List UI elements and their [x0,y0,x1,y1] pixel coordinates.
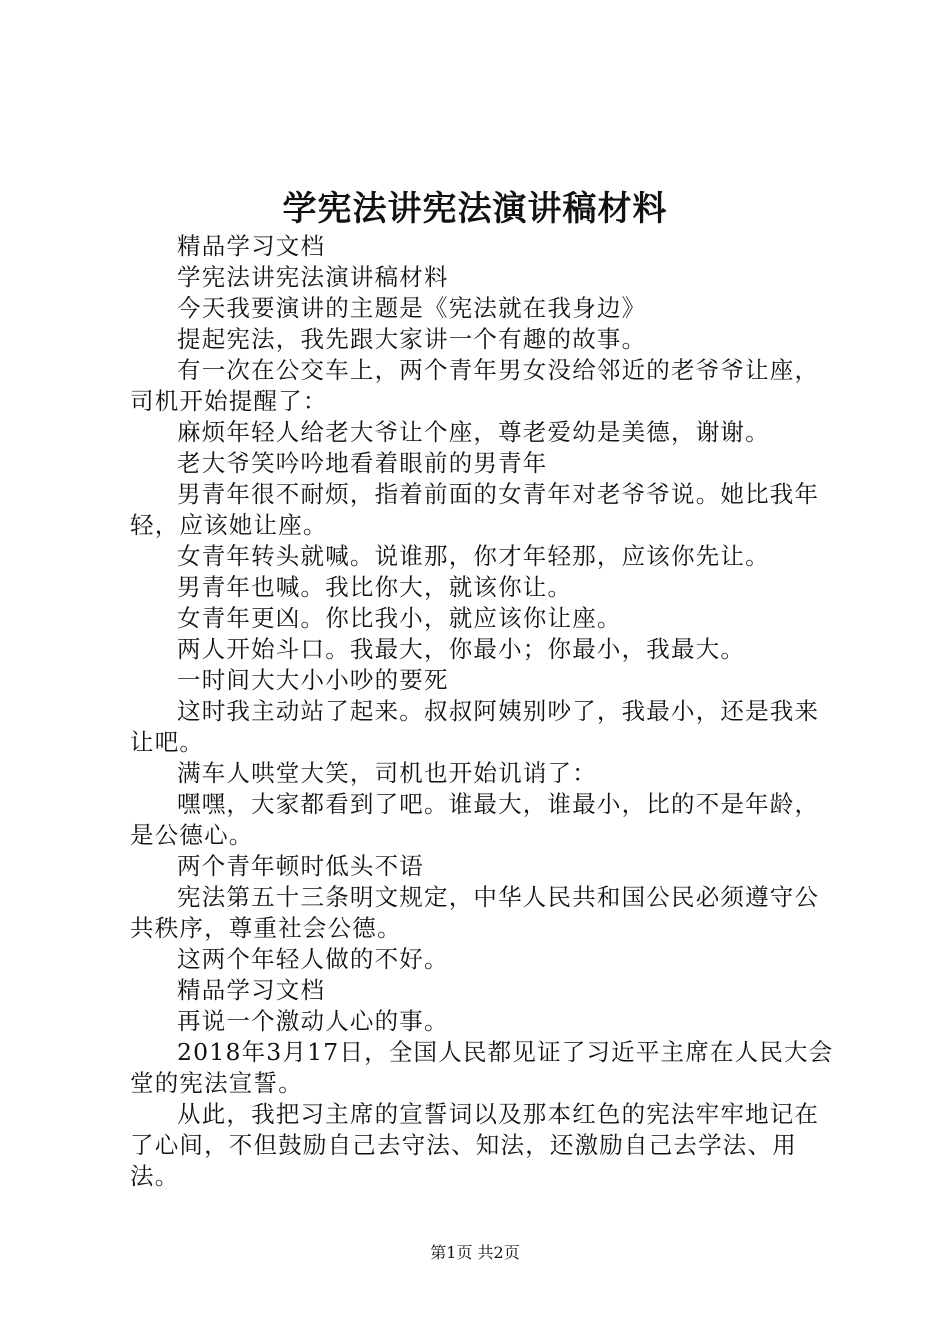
paragraph: 这两个年轻人做的不好。 [177,945,449,973]
paragraph: 一时间大大小小吵的要死 [177,666,449,694]
paragraph: 嘿嘿，大家都看到了吧。谁最大，谁最小，比的不是年龄，是公德心。 [130,790,820,849]
paragraph: 2018年3月17日，全国人民都见证了习近平主席在人民大会堂的宪法宣誓。 [130,1038,834,1097]
paragraph: 女青年转头就喊。说谁那，你才年轻那，应该你先让。 [177,542,770,570]
paragraph: 学宪法讲宪法演讲稿材料 [177,263,449,291]
paragraph: 女青年更凶。你比我小，就应该你让座。 [177,604,622,632]
paragraph: 再说一个激动人心的事。 [177,1007,449,1035]
paragraph: 这时我主动站了起来。叔叔阿姨别吵了，我最小，还是我来让吧。 [130,697,820,756]
paragraph: 男青年也喊。我比你大，就该你让。 [177,573,573,601]
paragraph: 从此，我把习主席的宣誓词以及那本红色的宪法牢牢地记在了心间，不但鼓励自己去守法、知法，还激励自己去学法、用法。 [130,1100,820,1190]
document-body [130,231,840,1192]
paragraph: 有一次在公交车上，两个青年男女没给邻近的老爷爷让座，司机开始提醒了： [130,356,820,415]
paragraph: 两个青年顿时低头不语 [177,852,424,880]
page-number-footer: 第1页 共2页 [430,1243,520,1262]
paragraph: 今天我要演讲的主题是《宪法就在我身边》 [177,294,647,322]
document-title: 学宪法讲宪法演讲稿材料 [282,189,668,229]
paragraph: 男青年很不耐烦，指着前面的女青年对老爷爷说。她比我年轻，应该她让座。 [130,480,820,539]
paragraph: 精品学习文档 [177,976,326,1004]
paragraph: 提起宪法，我先跟大家讲一个有趣的故事。 [177,325,647,353]
paragraph: 满车人哄堂大笑，司机也开始讥诮了： [177,759,597,787]
paragraph: 两人开始斗口。我最大，你最小；你最小，我最大。 [177,635,746,663]
paragraph: 麻烦年轻人给老大爷让个座，尊老爱幼是美德，谢谢。 [177,418,770,446]
paragraph: 宪法第五十三条明文规定，中华人民共和国公民必须遵守公共秩序，尊重社会公德。 [130,883,820,942]
paragraph: 老大爷笑吟吟地看着眼前的男青年 [177,449,548,477]
paragraph: 精品学习文档 [177,232,326,260]
